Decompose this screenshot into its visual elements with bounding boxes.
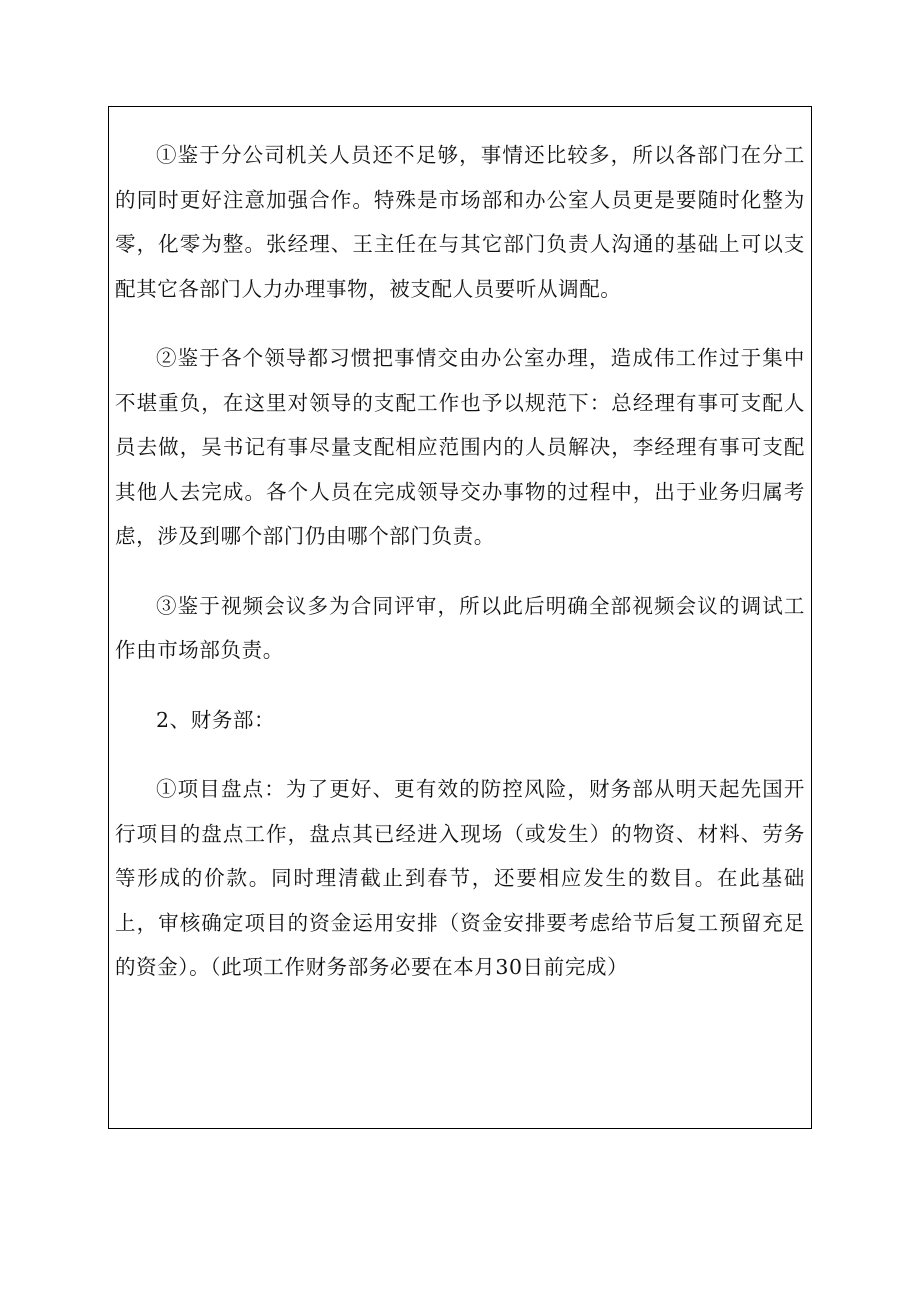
paragraph-coordination: ①鉴于分公司机关人员还不足够，事情还比较多，所以各部门在分工的同时更好注意加强合作。特殊是市场部和办公室人员更是要随时化整为零，化零为整。张经理、王主任在与其它部门负责人沟通的基础上可以支配其它各部门人力办理事物，被支配人员要听从调配。 <box>115 143 805 301</box>
paragraph-video-conference: ③鉴于视频会议多为合同评审，所以此后明确全部视频会议的调试工作由市场部负责。 <box>115 593 805 662</box>
section-heading-finance: 2、财务部： <box>156 707 276 732</box>
document-body <box>115 133 805 990</box>
paragraph-leader-assignment: ②鉴于各个领导都习惯把事情交由办公室办理，造成伟工作过于集中不堪重负，在这里对领导的支配工作也予以规范下：总经理有事可支配人员去做，吴书记有事尽量支配相应范围内的人员解决，李经理有事可支配其他人去完成。各个人员在完成领导交办事物的过程中，出于业务归属考虑，涉及到哪个部门仍由哪个部门负责。 <box>115 346 805 548</box>
paragraph-project-inventory: ①项目盘点：为了更好、更有效的防控风险，财务部从明天起先国开行项目的盘点工作，盘点其已经进入现场（或发生）的物资、材料、劳务等形成的价款。同时理清截止到春节，还要相应发生的数目。在此基础上，审核确定项目的资金运用安排（资金安排要考虑给节后复工预留充足的资金）。（此项工作财务部务必要在本月30日前完成） <box>115 777 805 979</box>
document-frame <box>108 106 812 1129</box>
